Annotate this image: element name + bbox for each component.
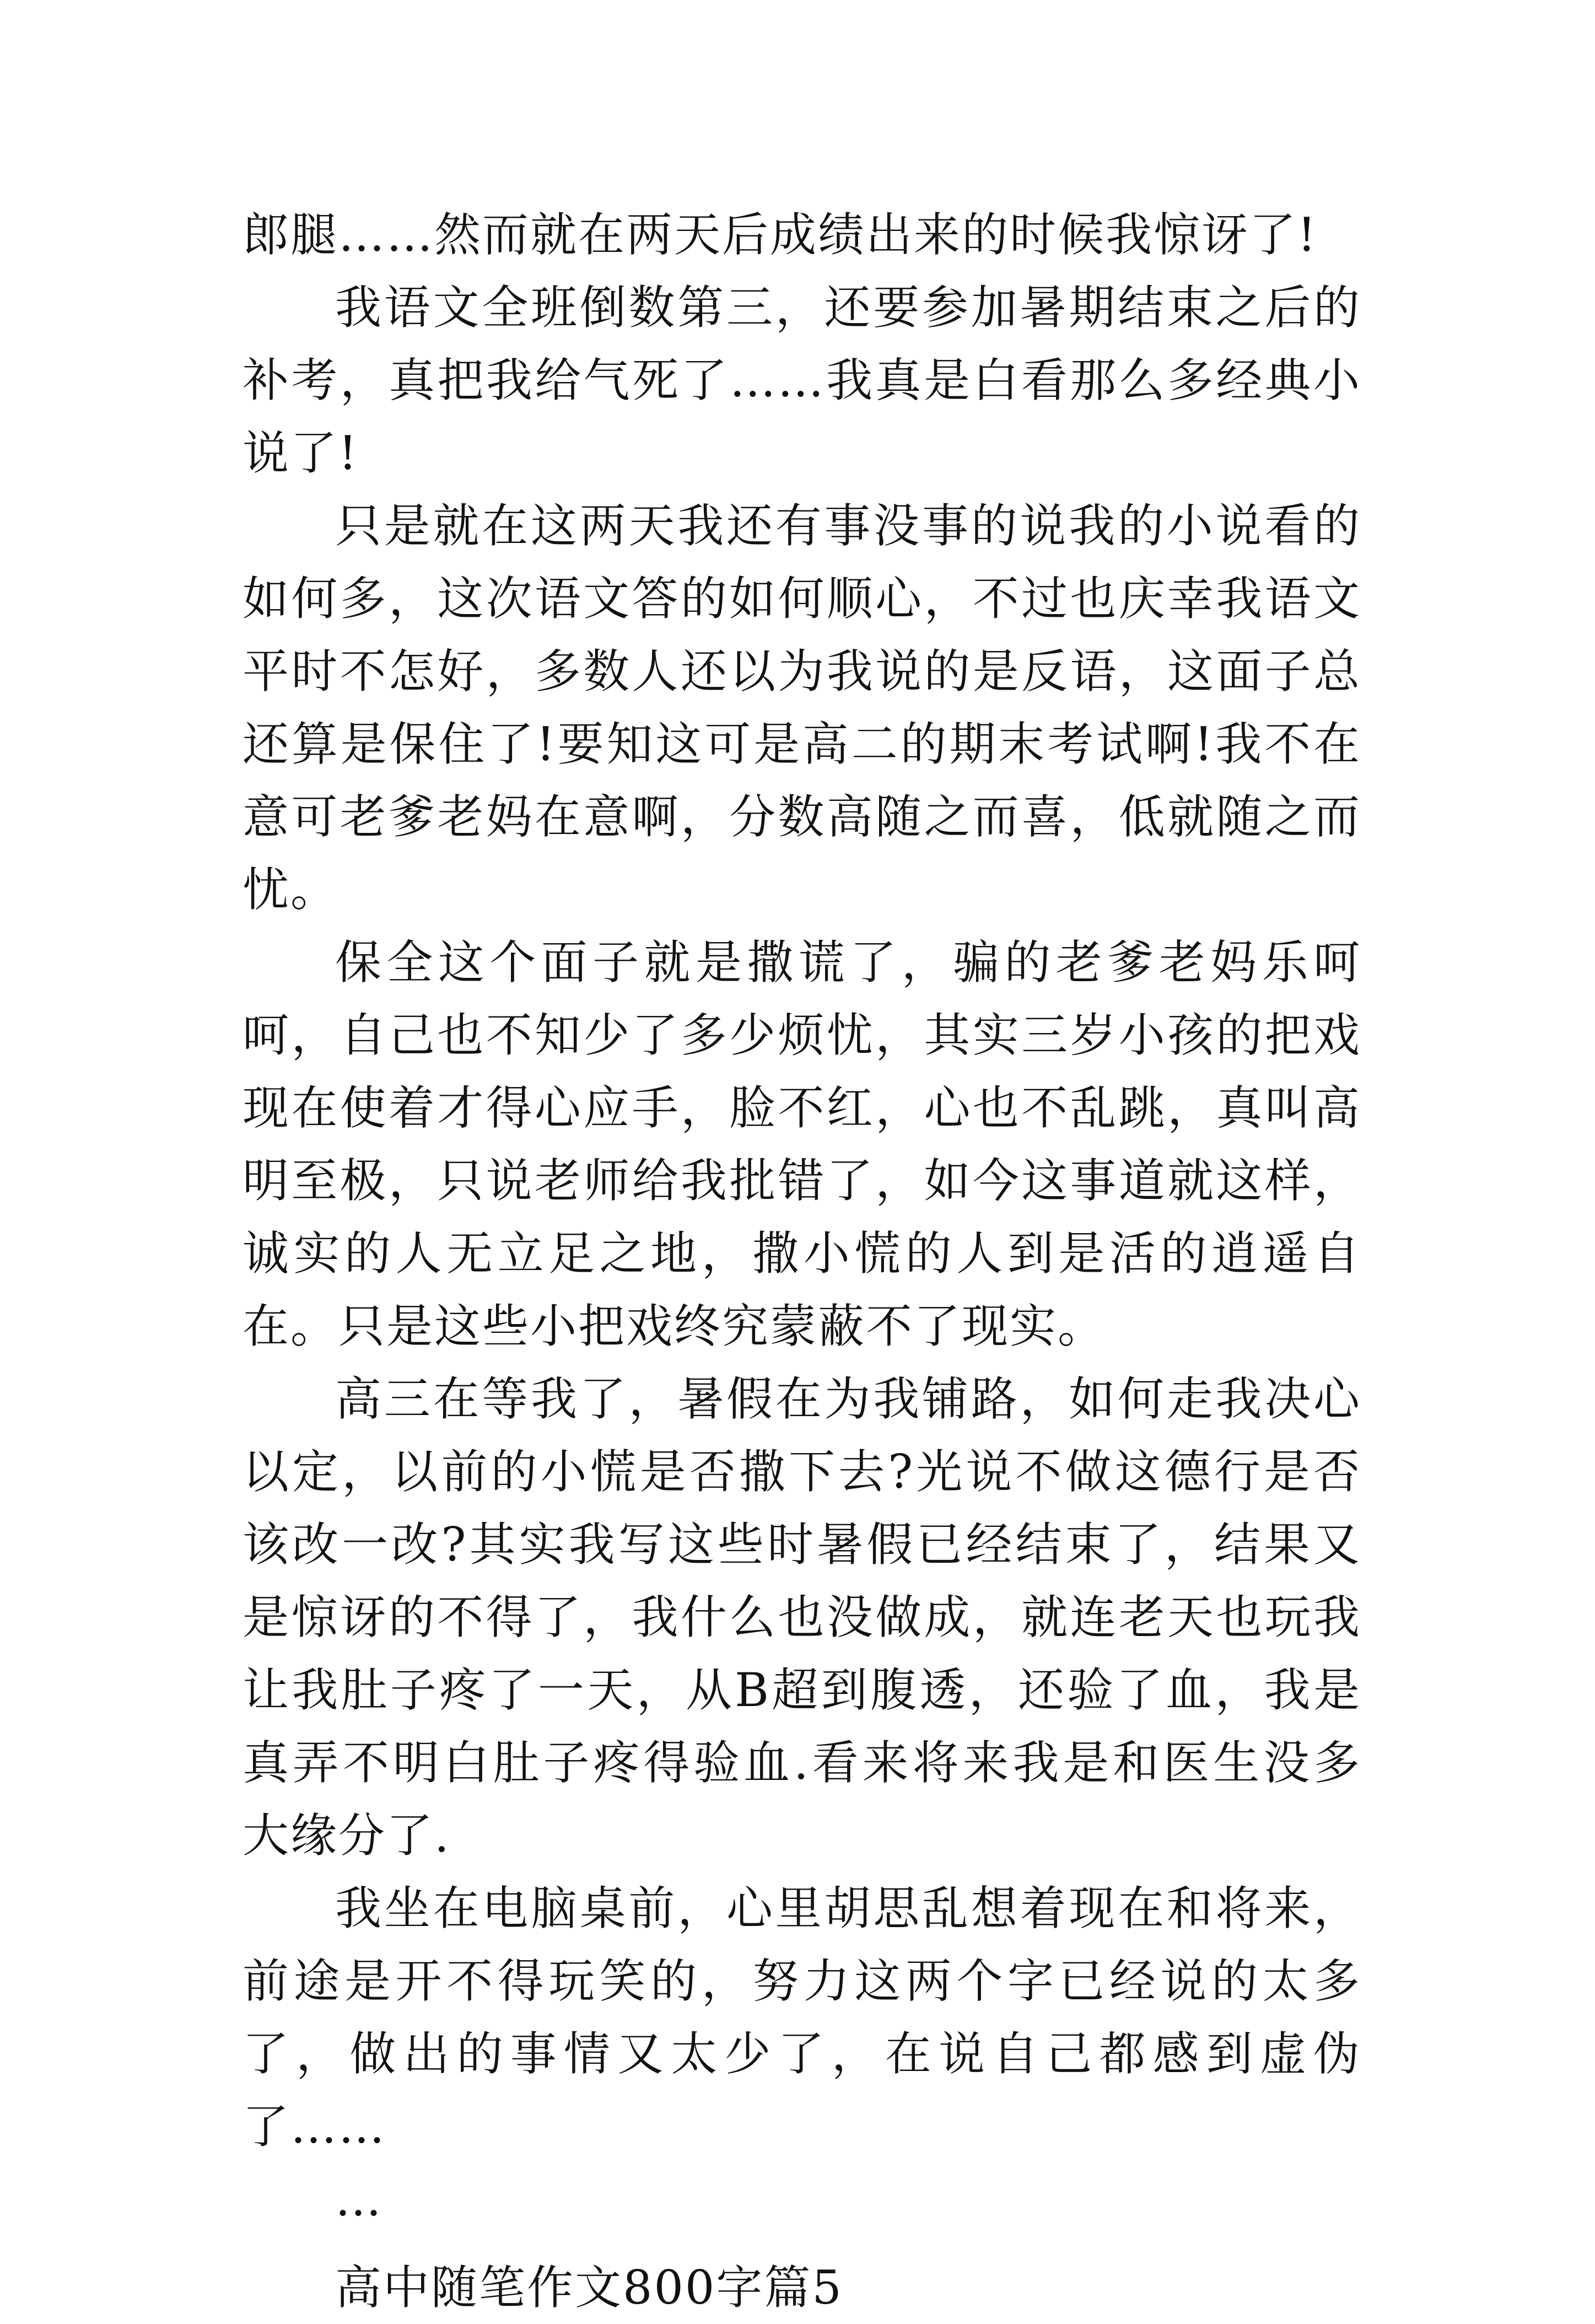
essay-body — [243, 198, 1361, 2324]
paragraph-4: 保全这个面子就是撒谎了，骗的老爹老妈乐呵呵，自己也不知少了多少烦忧，其实三岁小孩的把戏现在使着才得心应手，脸不红，心也不乱跳，真叫高明至极，只说老师给我批错了，如今这事道就这样，诚实的人无立足之地，撒小慌的人到是活的逍遥自在。只是这些小把戏终究蒙蔽不了现实。 — [243, 935, 1361, 1353]
ellipsis-line: … — [335, 2172, 383, 2226]
paragraph-5: 高三在等我了，暑假在为我铺路，如何走我决心以定，以前的小慌是否撒下去?光说不做这德行是否该改一改?其实我写这些时暑假已经结束了，结果又是惊讶的不得了，我什么也没做成，就连老天也玩我让我肚子疼了一天，从B超到腹透，还验了血，我是真弄不明白肚子疼得验血.看来将来我是和医生没多大缘分了. — [243, 1372, 1361, 1863]
paragraph-continuation: 郎腿……然而就在两天后成绩出来的时候我惊讶了! — [243, 208, 1318, 262]
paragraph-2: 我语文全班倒数第三，还要参加暑期结束之后的补考，真把我给气死了……我真是白看那么多经典小说了! — [243, 281, 1361, 480]
section-heading: 高中随笔作文800字篇5 — [335, 2261, 843, 2315]
paragraph-3: 只是就在这两天我还有事没事的说我的小说看的如何多，这次语文答的如何顺心，不过也庆幸我语文平时不怎好，多数人还以为我说的是反语，这面子总还算是保住了!要知这可是高二的期末考试啊!我不在意可老爹老妈在意啊，分数高随之而喜，低就随之而忧。 — [243, 499, 1361, 917]
paragraph-6: 我坐在电脑桌前，心里胡思乱想着现在和将来，前途是开不得玩笑的，努力这两个字已经说的太多了，做出的事情又太少了，在说自己都感到虚伪了…… — [243, 1881, 1361, 2154]
